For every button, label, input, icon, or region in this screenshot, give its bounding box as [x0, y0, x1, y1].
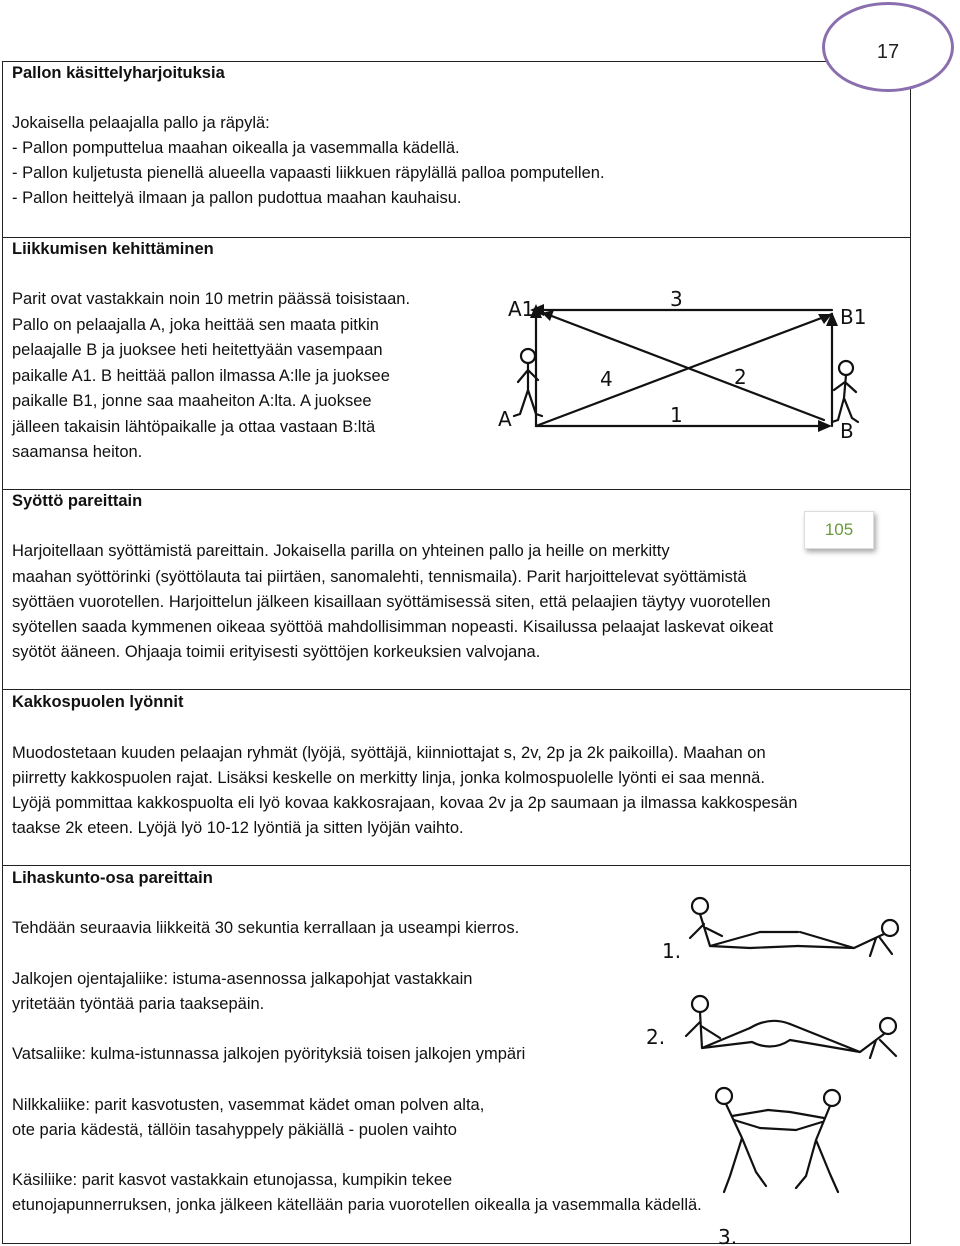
player-b-figure — [832, 361, 858, 422]
section-title-passing: Syöttö pareittain — [12, 492, 143, 510]
path-line-2 — [536, 314, 832, 426]
exercise-1-figure — [662, 898, 898, 963]
section-title-strength: Lihaskunto-osa pareittain — [12, 869, 213, 887]
figure-label-3: 3. — [718, 1225, 738, 1246]
label-1: 1 — [670, 403, 683, 427]
text-line: Nilkkaliike: parit kasvotusten, vasemmat kädet oman polven alta, — [12, 1096, 485, 1114]
section-title-batting: Kakkospuolen lyönnit — [12, 693, 184, 711]
page-number: 17 — [876, 41, 900, 63]
running-pattern-diagram — [494, 286, 884, 456]
section-divider — [2, 489, 911, 490]
number-box: 105 — [804, 511, 874, 549]
text-line: Käsiliike: parit kasvot vastakkain etunojassa, kumpikin tekee — [12, 1171, 453, 1189]
text-line: Vatsaliike: kulma-istunnassa jalkojen pyörityksiä toisen jalkojen ympäri — [12, 1045, 526, 1063]
page-number-badge — [822, 2, 954, 92]
label-b1: B1 — [840, 305, 867, 329]
exercise-2-figure — [646, 996, 896, 1058]
exercise-3-figure — [716, 1088, 840, 1246]
text-line: syöttäen vuorotellen. Harjoittelun jälkeen kisaillaan syöttämisessä siten, että pelaajien täytyy vuorotellen — [12, 593, 771, 611]
label-4: 4 — [600, 367, 613, 391]
text-line: - Pallon heittelyä ilmaan ja pallon pudottua maahan kauhaisu. — [12, 189, 462, 207]
text-line: ote paria kädestä, tällöin tasahyppely päkiällä - puolen vaihto — [12, 1121, 457, 1139]
text-line: jälleen takaisin lähtöpaikalle ja ottaa vastaan B:ltä — [12, 418, 376, 436]
label-2: 2 — [734, 365, 747, 389]
section-divider — [2, 865, 911, 866]
text-line: saamansa heiton. — [12, 443, 143, 461]
text-line: yritetään työntää paria taaksepäin. — [12, 995, 265, 1013]
text-line: Jokaisella pelaajalla pallo ja räpylä: — [12, 114, 270, 132]
text-line: syötöt ääneen. Ohjaaja toimii erityisesti syöttöjen korkeuksien valvojana. — [12, 643, 541, 661]
label-b: B — [840, 419, 854, 443]
section-divider — [2, 689, 911, 690]
text-line: - Pallon kuljetusta pienellä alueella vapaasti liikkuen räpylällä palloa pomputellen. — [12, 164, 605, 182]
text-line: paikalle A1. B heittää pallon ilmassa A:lle ja juoksee — [12, 367, 390, 385]
label-3: 3 — [670, 287, 683, 311]
text-line: Jalkojen ojentajaliike: istuma-asennossa jalkapohjat vastakkain — [12, 970, 473, 988]
text-line: pelaajalle B ja juoksee heti heitettyään vasempaan — [12, 341, 383, 359]
arrow-head — [818, 420, 832, 432]
label-a: A — [498, 407, 512, 431]
section-title-ball-handling: Pallon käsittelyharjoituksia — [12, 64, 225, 82]
text-line: Parit ovat vastakkain noin 10 metrin päässä toisistaan. — [12, 290, 411, 308]
text-line: Lyöjä pommittaa kakkospuolta eli lyö kovaa kakkosrajaan, kovaa 2v ja 2p saumaan ja ilmassa kakkospesän — [12, 794, 798, 812]
figure-label-2: 2. — [646, 1025, 666, 1049]
text-line: etunojapunnerruksen, jonka jälkeen kätellään paria vuorotellen oikealla ja vasemmalla kädellä. — [12, 1196, 702, 1214]
text-line: piirretty kakkospuolen rajat. Lisäksi keskelle on merkitty linja, jonka kolmospuolelle lyönti ei saa mennä. — [12, 769, 765, 787]
text-line: Pallo on pelaajalla A, joka heittää sen maata pitkin — [12, 316, 379, 334]
section-divider — [2, 237, 911, 238]
text-line: syötellen saada kymmenen oikeaa syöttöä mahdollisimman nopeasti. Kisailussa pelaajat laskevat oikeat — [12, 618, 774, 636]
label-a1: A1 — [508, 297, 535, 321]
text-line: Harjoitellaan syöttämistä pareittain. Jokaisella parilla on yhteinen pallo ja heille on merkitty — [12, 542, 670, 560]
text-line: paikalle B1, jonne saa maaheiton A:lta. A juoksee — [12, 392, 372, 410]
text-line: maahan syöttörinki (syöttölauta tai piirtäen, sanomalehti, tennismaila). Parit harjoittelevat syöttämistä — [12, 568, 747, 586]
text-line: Muodostetaan kuuden pelaajan ryhmät (lyöjä, syöttäjä, kiinniottajat s, 2v, 2p ja 2k paikoilla). Maahan on — [12, 744, 766, 762]
text-line: - Pallon pomputtelua maahan oikealla ja vasemmalla kädellä. — [12, 139, 460, 157]
figure-label-1: 1. — [662, 939, 682, 963]
text-line: taakse 2k eteen. Lyöjä lyö 10-12 lyöntiä ja sitten lyöjän vaihto. — [12, 819, 464, 837]
text-line: Tehdään seuraavia liikkeitä 30 sekuntia kerrallaan ja useampi kierros. — [12, 919, 520, 937]
player-a-figure — [514, 349, 542, 416]
exercise-illustrations — [640, 876, 925, 1246]
section-title-movement: Liikkumisen kehittäminen — [12, 240, 214, 258]
